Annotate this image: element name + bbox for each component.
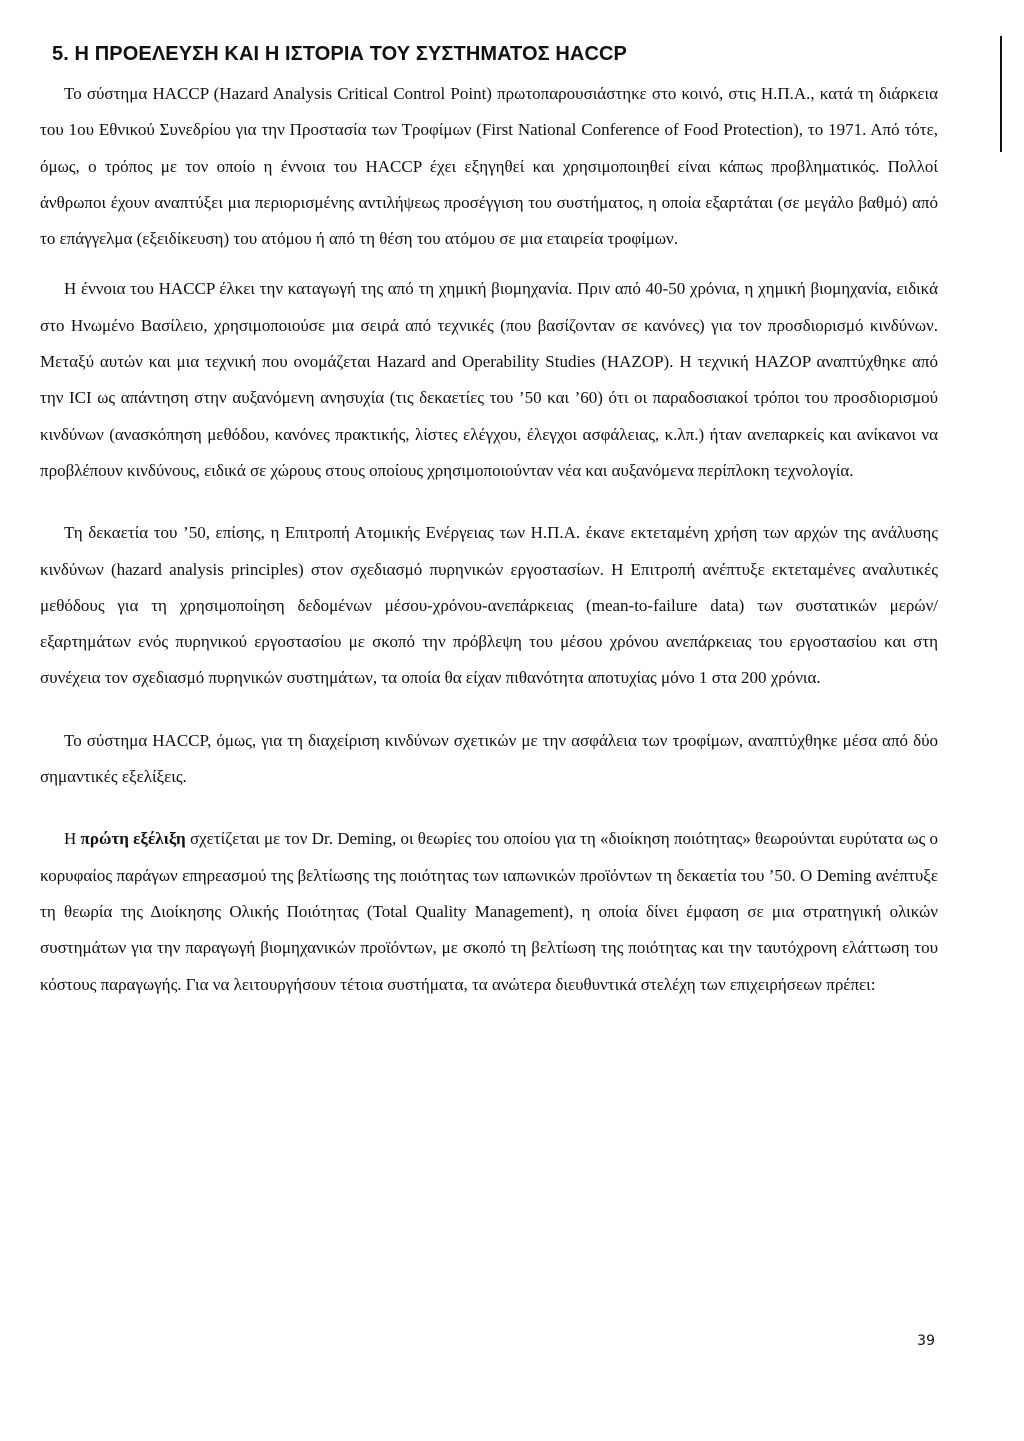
paragraph-two-developments: Το σύστημα HACCP, όμως, για τη διαχείριση κινδύνων σχετικών με την ασφάλεια των τροφίμων, αναπτύχθηκε μέσα από δύο σημαντικές εξελίξεις.	[40, 730, 938, 787]
section-heading: 5. Η ΠΡΟΕΛΕΥΣΗ ΚΑΙ Η ΙΣΤΟΡΙΑ ΤΟΥ ΣΥΣΤΗΜΑΤΟΣ HACCP	[52, 43, 627, 65]
document-page	[40, 40, 938, 1003]
paragraph-first-development-body: σχετίζεται με τον Dr. Deming, οι θεωρίες του οποίου για τη «διοίκηση ποιότητας» θεωρούνται ευρύτατα ως ο κορυφαίος παράγων επηρεασμού της βελτίωσης της ποιότητας των ιαπωνικών προϊόντων τη δεκαετία του ’50. Ο Deming ανέπτυξε τη θεωρία της Διοίκησης Ολικής Ποιότητας (Total Quality Management), η οποία δίνει έμφαση σε μια στρατηγική ολικών συστημάτων για την παραγωγή βιομηχανικών προϊόντων, με σκοπό τη βελτίωση της ποιότητας και την ταυτόχρονη ελάττωση του κόστους παραγωγής. Για να λειτουργήσουν τέτοια συστήματα, τα ανώτερα διευθυντικά στελέχη των επιχειρήσεων πρέπει:	[40, 829, 938, 994]
margin-rule	[1000, 36, 1002, 152]
paragraph-first-development	[40, 821, 938, 1002]
first-development-emphasis: πρώτη εξέλιξη	[80, 829, 186, 849]
paragraph-chemical-industry: Η έννοια του HACCP έλκει την καταγωγή της από τη χημική βιομηχανία. Πριν από 40-50 χρόνια, η χημική βιομηχανία, ειδικά στο Ηνωμένο Βασίλειο, χρησιμοποιούσε μια σειρά από τεχνικές (που βασίζονταν σε κανόνες) για τον προσδιορισμό κινδύνων. Μεταξύ αυτών και μια τεχνική που ονομάζεται Hazard and Operability Studies (HAZOP). Η τεχνική HAZOP αναπτύχθηκε από την ICI ως απάντηση στην αυξανόμενη ανησυχία (τις δεκαετίες του ’50 και ’60) ότι οι παραδοσιακοί τρόποι του προσδιορισμού κινδύνων (ανασκόπηση μεθόδου, κανόνες πρακτικής, λίστες ελέγχου, έλεγχοι ασφάλειας, κ.λπ.) ήταν ανεπαρκείς και ανίκανοι να προβλέπουν κινδύνους, ειδικά σε χώρους στους οποίους χρησιμοποιούνταν νέα και αυξανόμενα περίπλοκη τεχνολογία.	[40, 279, 938, 480]
page-number: 39	[917, 1333, 935, 1349]
paragraph-atomic-energy: Τη δεκαετία του ’50, επίσης, η Επιτροπή Ατομικής Ενέργειας των Η.Π.Α. έκανε εκτεταμένη χρήση των αρχών της ανάλυσης κινδύνων (hazard analysis principles) στον σχεδιασμό πυρηνικών εργοστασίων. Η Επιτροπή ανέπτυξε εκτεταμένες αναλυτικές μεθόδους για τη χρησιμοποίηση δεδομένων μέσου-χρόνου-ανεπάρκειας (mean-to-failure data) των συστατικών μερών/εξαρτημάτων ενός πυρηνικού εργοστασίου με σκοπό την πρόβλεψη του μέσου χρόνου ανεπάρκειας του εργοστασίου και στη συνέχεια τον σχεδιασμό πυρηνικών συστημάτων, τα οποία θα είχαν πιθανότητα αποτυχίας μόνο 1 στα 200 χρόνια.	[40, 523, 938, 688]
paragraph-first-development-lead: Η	[64, 829, 81, 849]
paragraph-origin: Το σύστημα HACCP (Hazard Analysis Critical Control Point) πρωτοπαρουσιάστηκε στο κοινό, στις Η.Π.Α., κατά τη διάρκεια του 1ου Εθνικού Συνεδρίου για την Προστασία των Τροφίμων (First National Conference of Food Protection), το 1971. Από τότε, όμως, ο τρόπος με τον οποίο η έννοια του HACCP έχει εξηγηθεί και χρησιμοποιηθεί είναι κάπως προβληματικός. Πολλοί άνθρωποι έχουν αναπτύξει μια περιορισμένης αντιλήψεως προσέγγιση του συστήματος, η οποία εξαρτάται (σε μεγάλο βαθμό) από το επάγγελμα (εξειδίκευση) του ατόμου ή από τη θέση του ατόμου σε μια εταιρεία τροφίμων.	[40, 84, 938, 249]
